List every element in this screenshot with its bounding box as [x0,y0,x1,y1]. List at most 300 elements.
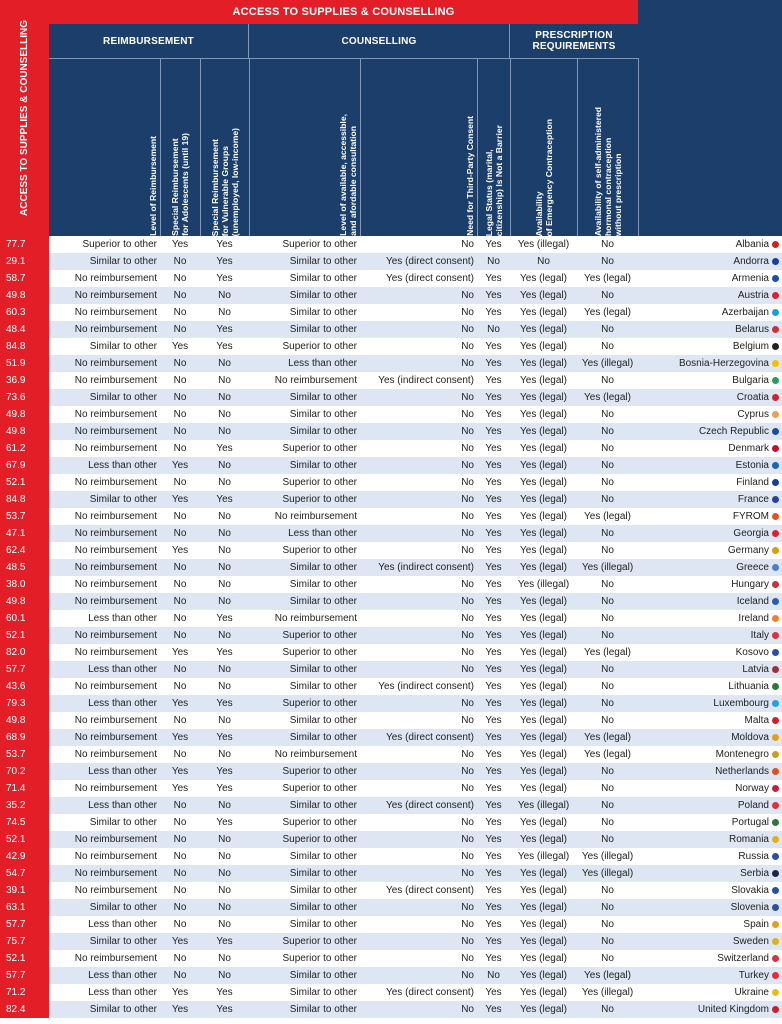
country-cell [638,576,782,593]
legal-status-cell: Yes [477,287,510,304]
legal-status-cell: Yes [477,984,510,1001]
score-cell: 51.9 [0,355,49,372]
flag-icon [772,292,779,299]
country-name: Slovenia [730,902,769,913]
flag-icon [772,513,779,520]
flag-icon [772,870,779,877]
country-cell [638,338,782,355]
consultation-cell: Similar to other [249,797,360,814]
adolescent-cell: Yes [160,491,200,508]
score-cell: 79.3 [0,695,49,712]
score-cell: 29.1 [0,253,49,270]
adolescent-cell: Yes [160,457,200,474]
country-cell [638,423,782,440]
score-cell: 49.8 [0,406,49,423]
table-row [0,372,782,389]
data-table [0,236,782,1018]
hormonal-contraception-cell: No [577,457,638,474]
score-cell: 77.7 [0,236,49,253]
consultation-cell: Superior to other [249,491,360,508]
reimbursement-cell: No reimbursement [49,440,160,457]
consultation-cell: Similar to other [249,1001,360,1018]
consultation-cell: Similar to other [249,967,360,984]
emergency-contraception-cell: Yes (legal) [510,780,577,797]
country-name: Montenegro [715,749,769,760]
table-row [0,950,782,967]
vulnerable-cell: Yes [200,321,249,338]
consent-cell: Yes (direct consent) [360,797,477,814]
consent-cell: No [360,287,477,304]
score-cell: 38.0 [0,576,49,593]
flag-icon [772,649,779,656]
flag-icon [772,972,779,979]
emergency-contraception-cell: Yes (legal) [510,865,577,882]
consultation-cell: No reimbursement [249,610,360,627]
vulnerable-cell: No [200,355,249,372]
consultation-cell: Similar to other [249,848,360,865]
vulnerable-cell: Yes [200,236,249,253]
legal-status-cell: Yes [477,950,510,967]
hormonal-contraception-cell: No [577,287,638,304]
country-name: Denmark [728,443,769,454]
reimbursement-cell: Similar to other [49,899,160,916]
consultation-cell: Superior to other [249,831,360,848]
emergency-contraception-cell: Yes (legal) [510,950,577,967]
country-name: Germany [727,545,769,556]
legal-status-cell: Yes [477,610,510,627]
emergency-contraception-cell: Yes (legal) [510,661,577,678]
legal-status-cell: Yes [477,882,510,899]
hormonal-contraception-cell: No [577,678,638,695]
table-row [0,474,782,491]
header-separator [638,58,639,236]
legal-status-cell: Yes [477,865,510,882]
reimbursement-cell: No reimbursement [49,848,160,865]
flag-icon [772,1006,779,1013]
consultation-cell: Less than other [249,525,360,542]
hormonal-contraception-cell: Yes (legal) [577,746,638,763]
adolescent-cell: No [160,882,200,899]
hormonal-contraception-cell: No [577,831,638,848]
score-cell: 84.8 [0,491,49,508]
country-header-panel [638,0,782,236]
score-cell: 52.1 [0,831,49,848]
emergency-contraception-cell: Yes (legal) [510,525,577,542]
table-row [0,321,782,338]
score-cell: 74.5 [0,814,49,831]
country-cell [638,780,782,797]
consultation-cell: Similar to other [249,882,360,899]
score-cell: 58.7 [0,270,49,287]
consent-cell: No [360,593,477,610]
country-name: Finland [736,477,769,488]
table-row [0,746,782,763]
legal-status-cell: Yes [477,270,510,287]
consent-cell: No [360,695,477,712]
emergency-contraception-cell: Yes (legal) [510,610,577,627]
legal-status-cell: Yes [477,236,510,253]
hormonal-contraception-cell: No [577,1001,638,1018]
table-row [0,882,782,899]
adolescent-cell: No [160,678,200,695]
table-row [0,542,782,559]
score-cell: 60.3 [0,304,49,321]
consent-cell: No [360,321,477,338]
table-row [0,661,782,678]
hormonal-contraception-cell: Yes (illegal) [577,865,638,882]
legal-status-cell: Yes [477,372,510,389]
reimbursement-cell: No reimbursement [49,712,160,729]
table-row [0,270,782,287]
table-row [0,610,782,627]
reimbursement-cell: Superior to other [49,236,160,253]
table-row [0,933,782,950]
col-emergency-contraception: Availability of Emergency Contraception [510,59,577,236]
table-row [0,253,782,270]
legal-status-cell: Yes [477,848,510,865]
country-cell [638,661,782,678]
vulnerable-cell: Yes [200,933,249,950]
flag-icon [772,411,779,418]
country-name: Poland [737,800,769,811]
emergency-contraception-cell: Yes (legal) [510,746,577,763]
emergency-contraception-cell: Yes (legal) [510,287,577,304]
vulnerable-cell: No [200,661,249,678]
country-name: Belarus [735,324,769,335]
emergency-contraception-cell: Yes (legal) [510,491,577,508]
emergency-contraception-cell: Yes (legal) [510,882,577,899]
legal-status-cell: Yes [477,576,510,593]
country-name: Italy [750,630,769,641]
consultation-cell: Superior to other [249,950,360,967]
adolescent-cell: No [160,559,200,576]
legal-status-cell: Yes [477,746,510,763]
hormonal-contraception-cell: No [577,763,638,780]
country-name: Armenia [731,273,769,284]
table-row [0,916,782,933]
hormonal-contraception-cell: No [577,933,638,950]
hormonal-contraception-cell: No [577,661,638,678]
reimbursement-cell: Less than other [49,457,160,474]
vulnerable-cell: No [200,287,249,304]
consultation-cell: Superior to other [249,542,360,559]
emergency-contraception-cell: Yes (legal) [510,270,577,287]
score-cell: 54.7 [0,865,49,882]
country-cell [638,355,782,372]
group-reimbursement: REIMBURSEMENT [49,24,249,58]
score-cell: 62.4 [0,542,49,559]
hormonal-contraception-cell: Yes (legal) [577,304,638,321]
reimbursement-cell: Less than other [49,984,160,1001]
consultation-cell: Less than other [249,355,360,372]
table-row [0,491,782,508]
legal-status-cell: Yes [477,423,510,440]
legal-status-cell: No [477,253,510,270]
country-cell [638,525,782,542]
flag-icon [772,938,779,945]
emergency-contraception-cell: Yes (legal) [510,1001,577,1018]
adolescent-cell: Yes [160,780,200,797]
consultation-cell: Similar to other [249,253,360,270]
consultation-cell: Similar to other [249,287,360,304]
table-row [0,814,782,831]
reimbursement-cell: No reimbursement [49,865,160,882]
consent-cell: No [360,355,477,372]
country-name: Croatia [736,392,769,403]
header-separator [200,58,201,236]
hormonal-contraception-cell: No [577,440,638,457]
consultation-cell: Superior to other [249,474,360,491]
reimbursement-cell: Less than other [49,797,160,814]
legal-status-cell: Yes [477,406,510,423]
hormonal-contraception-cell: No [577,916,638,933]
hormonal-contraception-cell: No [577,882,638,899]
legal-status-cell: Yes [477,440,510,457]
consent-cell: No [360,780,477,797]
adolescent-cell: No [160,916,200,933]
reimbursement-cell: No reimbursement [49,525,160,542]
flag-icon [772,955,779,962]
consultation-cell: Superior to other [249,236,360,253]
header-separator [477,58,478,236]
flag-icon [772,547,779,554]
hormonal-contraception-cell: No [577,950,638,967]
emergency-contraception-cell: Yes (legal) [510,712,577,729]
reimbursement-cell: No reimbursement [49,780,160,797]
consent-cell: Yes (direct consent) [360,729,477,746]
flag-icon [772,428,779,435]
emergency-contraception-cell: Yes (legal) [510,678,577,695]
adolescent-cell: No [160,525,200,542]
table-row [0,389,782,406]
reimbursement-cell: Less than other [49,916,160,933]
hormonal-contraception-cell: No [577,372,638,389]
consent-cell: Yes (direct consent) [360,882,477,899]
country-cell [638,610,782,627]
adolescent-cell: No [160,712,200,729]
vulnerable-cell: Yes [200,338,249,355]
consultation-cell: Similar to other [249,916,360,933]
flag-icon [772,921,779,928]
reimbursement-cell: No reimbursement [49,576,160,593]
country-cell [638,899,782,916]
flag-icon [772,275,779,282]
country-cell [638,508,782,525]
vulnerable-cell: No [200,423,249,440]
vulnerable-cell: Yes [200,440,249,457]
adolescent-cell: No [160,593,200,610]
table-row [0,797,782,814]
score-cell: 35.2 [0,797,49,814]
score-cell: 60.1 [0,610,49,627]
consultation-cell: Similar to other [249,321,360,338]
vulnerable-cell: No [200,508,249,525]
consultation-cell: Superior to other [249,440,360,457]
country-cell [638,593,782,610]
consultation-cell: Similar to other [249,661,360,678]
consultation-cell: Similar to other [249,304,360,321]
emergency-contraception-cell: Yes (legal) [510,508,577,525]
consent-cell: Yes (direct consent) [360,253,477,270]
country-name: Malta [744,715,769,726]
hormonal-contraception-cell: No [577,406,638,423]
flag-icon [772,479,779,486]
header-separator [360,58,361,236]
adolescent-cell: No [160,355,200,372]
flag-icon [772,360,779,367]
legal-status-cell: Yes [477,627,510,644]
vulnerable-cell: Yes [200,814,249,831]
emergency-contraception-cell: Yes (illegal) [510,576,577,593]
country-name: Belgium [732,341,769,352]
table-row [0,712,782,729]
vulnerable-cell: No [200,797,249,814]
legal-status-cell: Yes [477,678,510,695]
vulnerable-cell: No [200,457,249,474]
adolescent-cell: No [160,287,200,304]
vulnerable-cell: No [200,525,249,542]
flag-icon [772,887,779,894]
consent-cell: No [360,661,477,678]
country-cell [638,253,782,270]
col-legal-status: Legal Status (marital, citizenship) Is Not a Barrier [477,59,510,236]
adolescent-cell: No [160,899,200,916]
score-cell: 49.8 [0,423,49,440]
flag-icon [772,377,779,384]
country-name: Azerbaijan [721,307,769,318]
flag-icon [772,598,779,605]
consent-cell: Yes (direct consent) [360,984,477,1001]
vulnerable-cell: No [200,542,249,559]
legal-status-cell: Yes [477,797,510,814]
adolescent-cell: No [160,967,200,984]
consent-cell: No [360,644,477,661]
flag-icon [772,751,779,758]
adolescent-cell: No [160,253,200,270]
hormonal-contraception-cell: No [577,474,638,491]
adolescent-cell: No [160,389,200,406]
consent-cell: No [360,508,477,525]
table-row [0,695,782,712]
reimbursement-cell: No reimbursement [49,304,160,321]
consent-cell: No [360,916,477,933]
reimbursement-cell: No reimbursement [49,355,160,372]
reimbursement-cell: Less than other [49,695,160,712]
emergency-contraception-cell: Yes (legal) [510,389,577,406]
country-cell [638,916,782,933]
adolescent-cell: Yes [160,644,200,661]
flag-icon [772,632,779,639]
consultation-cell: Similar to other [249,865,360,882]
consent-cell: No [360,865,477,882]
header-separator [160,58,161,236]
hormonal-contraception-cell: Yes (legal) [577,270,638,287]
vulnerable-cell: Yes [200,253,249,270]
hormonal-contraception-cell: No [577,695,638,712]
country-name: Norway [735,783,769,794]
table-row [0,831,782,848]
country-cell [638,729,782,746]
score-cell: 52.1 [0,627,49,644]
legal-status-cell: Yes [477,661,510,678]
hormonal-contraception-cell: Yes (illegal) [577,355,638,372]
col-level-of-reimbursement: Level of Reimbursement [49,59,160,236]
consent-cell: No [360,712,477,729]
table-row [0,525,782,542]
reimbursement-cell: No reimbursement [49,372,160,389]
table-row [0,423,782,440]
country-name: United Kingdom [697,1004,769,1015]
score-cell: 61.2 [0,440,49,457]
score-cell: 71.2 [0,984,49,1001]
adolescent-cell: Yes [160,729,200,746]
consultation-cell: Superior to other [249,338,360,355]
score-cell: 57.7 [0,916,49,933]
country-name: Russia [738,851,769,862]
country-name: Albania [735,239,769,250]
emergency-contraception-cell: Yes (legal) [510,933,577,950]
hormonal-contraception-cell: No [577,253,638,270]
vulnerable-cell: No [200,372,249,389]
adolescent-cell: No [160,406,200,423]
flag-icon [772,581,779,588]
legal-status-cell: Yes [477,729,510,746]
table-row [0,729,782,746]
flag-icon [772,462,779,469]
country-cell [638,712,782,729]
reimbursement-cell: No reimbursement [49,508,160,525]
col-self-administered-contraception: Availability of self-administered hormonal contraception without prescription [577,59,638,236]
table-row [0,338,782,355]
table-row [0,236,782,253]
score-cell: 53.7 [0,508,49,525]
country-name: Bosnia-Herzegovina [678,358,769,369]
table-row [0,967,782,984]
hormonal-contraception-cell: No [577,525,638,542]
flag-icon [772,445,779,452]
reimbursement-cell: No reimbursement [49,746,160,763]
legal-status-cell: Yes [477,780,510,797]
country-cell [638,440,782,457]
vulnerable-cell: No [200,950,249,967]
country-name: Netherlands [715,766,769,777]
flag-icon [772,683,779,690]
hormonal-contraception-cell: No [577,491,638,508]
consultation-cell: Similar to other [249,576,360,593]
adolescent-cell: No [160,576,200,593]
hormonal-contraception-cell: Yes (illegal) [577,848,638,865]
hormonal-contraception-cell: Yes (illegal) [577,984,638,1001]
emergency-contraception-cell: Yes (legal) [510,304,577,321]
country-name: Greece [736,562,769,573]
country-cell [638,321,782,338]
table-row [0,593,782,610]
consent-cell: No [360,1001,477,1018]
table-row [0,627,782,644]
consultation-cell: Superior to other [249,780,360,797]
country-cell [638,933,782,950]
country-cell [638,270,782,287]
reimbursement-cell: No reimbursement [49,882,160,899]
hormonal-contraception-cell: No [577,780,638,797]
consultation-cell: No reimbursement [249,508,360,525]
hormonal-contraception-cell: Yes (legal) [577,729,638,746]
emergency-contraception-cell: Yes (legal) [510,831,577,848]
emergency-contraception-cell: Yes (legal) [510,695,577,712]
reimbursement-cell: No reimbursement [49,831,160,848]
legal-status-cell: Yes [477,1001,510,1018]
emergency-contraception-cell: Yes (legal) [510,440,577,457]
